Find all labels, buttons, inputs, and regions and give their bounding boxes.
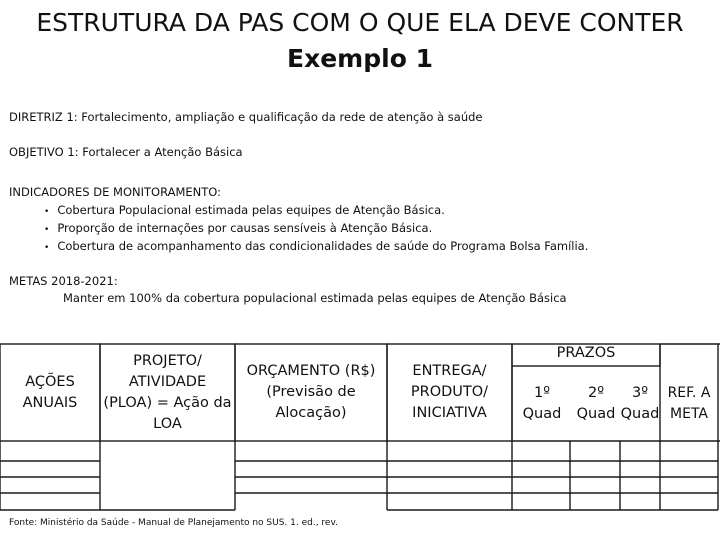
header-prazos: PRAZOS bbox=[556, 345, 616, 361]
page-subtitle: Exemplo 1 bbox=[287, 44, 433, 73]
indicadores-list bbox=[44, 202, 588, 256]
metas-heading: METAS 2018-2021: bbox=[9, 274, 118, 288]
page-title: ESTRUTURA DA PAS COM O QUE ELA DEVE CONTER bbox=[36, 8, 684, 37]
header-ref-meta: REF. A META bbox=[667, 384, 711, 422]
list-item: • Proporção de internações por causas sensíveis à Atenção Básica. bbox=[44, 220, 588, 238]
indicadores-heading: INDICADORES DE MONITORAMENTO: bbox=[9, 185, 222, 199]
list-item: • Cobertura de acompanhamento das condicionalidades de saúde do Programa Bolsa Família. bbox=[44, 238, 588, 256]
header-acoes-anuais: AÇÕES ANUAIS bbox=[22, 373, 78, 411]
header-quad-2: 2º Quad bbox=[576, 384, 616, 422]
metas-text: Manter em 100% da cobertura populacional estimada pelas equipes de Atenção Básica bbox=[63, 291, 567, 305]
header-projeto-atividade: PROJETO/ ATIVIDADE (PLOA) = Ação da LOA bbox=[103, 352, 232, 432]
header-orcamento: ORÇAMENTO (R$) (Previsão de Alocação) bbox=[246, 363, 376, 421]
objetivo-text: OBJETIVO 1: Fortalecer a Atenção Básica bbox=[9, 145, 243, 159]
list-item: • Cobertura Populacional estimada pelas equipes de Atenção Básica. bbox=[44, 202, 588, 220]
header-quad-1: 1º Quad bbox=[522, 384, 562, 422]
source-note: Fonte: Ministério da Saúde - Manual de Planejamento no SUS. 1. ed., rev. bbox=[9, 518, 338, 528]
header-quad-3: 3º Quad bbox=[620, 384, 660, 422]
header-entrega: ENTREGA/ PRODUTO/ INICIATIVA bbox=[410, 363, 489, 421]
diretriz-text: DIRETRIZ 1: Fortalecimento, ampliação e qualificação da rede de atenção à saúde bbox=[9, 110, 483, 124]
